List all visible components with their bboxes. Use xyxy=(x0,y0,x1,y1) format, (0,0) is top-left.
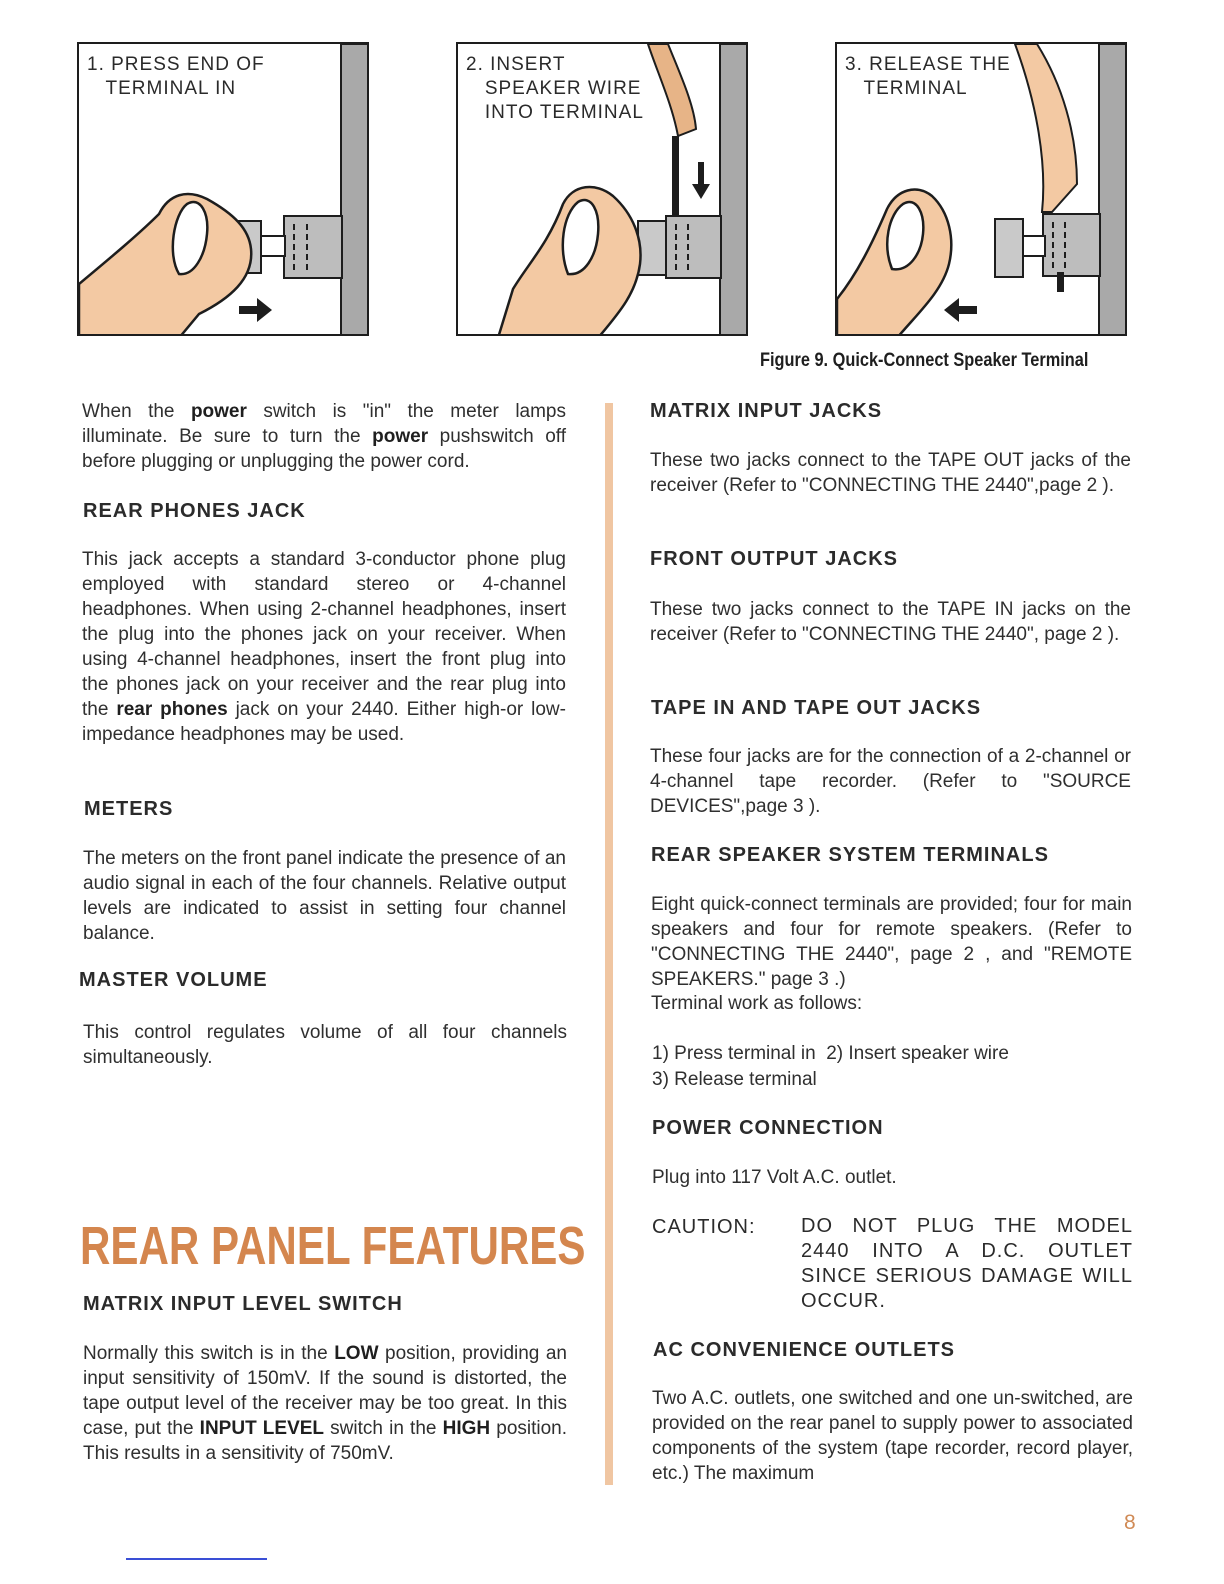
tape-jacks-paragraph: These four jacks are for the connection of a 2-channel or 4-channel tape recorder. (Refer to "SOURCE DEVICES",page 3 ). xyxy=(650,746,1131,817)
power-switch-paragraph: When the power switch is "in" the meter lamps illuminate. Be sure to turn the power pushswitch off before plugging or unplugging the power cord. xyxy=(82,401,566,472)
arrow-right-icon xyxy=(239,298,272,322)
page-number: 8 xyxy=(1124,1511,1136,1534)
matrix-input-paragraph: These two jacks connect to the TAPE OUT jacks of the receiver (Refer to "CONNECTING THE 2440",page 2 ). xyxy=(650,450,1131,496)
panel-3-caption: 3. RELEASE THE TERMINAL xyxy=(845,54,1011,99)
figure-panel-2 xyxy=(456,42,748,336)
panel-1-caption: 1. PRESS END OF TERMINAL IN xyxy=(87,54,265,99)
figure-caption: Figure 9. Quick-Connect Speaker Terminal xyxy=(760,350,1089,371)
caution-text: DO NOT PLUG THE MODEL 2440 INTO A D.C. OUTLET SINCE SERIOUS DAMAGE WILL OCCUR. xyxy=(801,1215,1133,1312)
ac-outlets-paragraph: Two A.C. outlets, one switched and one un-switched, are provided on the rear panel to supply power to associated components of the system (tape recorder, record player, etc.) The maximum xyxy=(652,1388,1133,1484)
ac-outlets-heading: AC CONVENIENCE OUTLETS xyxy=(653,1339,956,1361)
panel-2-caption: 2. INSERT SPEAKER WIRE INTO TERMINAL xyxy=(466,54,644,123)
master-volume-paragraph: This control regulates volume of all four channels simultaneously. xyxy=(83,1022,567,1068)
matrix-input-heading: MATRIX INPUT JACKS xyxy=(650,400,883,422)
arrow-down-icon xyxy=(692,162,710,199)
figure-panel-1 xyxy=(77,42,369,336)
master-volume-heading: MASTER VOLUME xyxy=(79,969,268,991)
matrix-level-heading: MATRIX INPUT LEVEL SWITCH xyxy=(83,1293,403,1315)
figure-panel-3 xyxy=(835,42,1127,336)
rear-phones-paragraph: This jack accepts a standard 3-conductor phone plug employed with standard stereo or 4-channel headphones. When using 2-channel headphones, insert the plug into the phones jack on your receiver. When using 4-channel headphones, insert the front plug into the phones jack on your receiver and the rear plug into the rear phones jack on your 2440. Either high-or low-impedance headphones may be used. xyxy=(82,549,566,745)
front-output-paragraph: These two jacks connect to the TAPE IN jacks on the receiver (Refer to "CONNECTING THE 2440", page 2 ). xyxy=(650,599,1131,645)
terminal-work-text: Terminal work as follows: xyxy=(651,993,863,1014)
arrow-left-icon xyxy=(944,298,977,322)
matrix-level-paragraph: Normally this switch is in the LOW position, providing an input sensitivity of 150mV. If the sound is distorted, the tape output level of the receiver may be too great. In this case, put the INPUT LEVEL switch in the HIGH position. This results in a sensitivity of 750mV. xyxy=(83,1343,568,1464)
column-divider xyxy=(605,403,613,1485)
caution-label: CAUTION: xyxy=(652,1216,756,1238)
meters-paragraph: The meters on the front panel indicate the presence of an audio signal in each of the four channels. Relative output levels are indicated to assist in setting four channel balance. xyxy=(83,848,566,944)
rear-speaker-paragraph: Eight quick-connect terminals are provided; four for main speakers and four for remote speakers. (Refer to "CONNECTING THE 2440", page 2 , and "REMOTE SPEAKERS." page 3 .) xyxy=(651,894,1132,990)
terminal-steps-line-1: 1) Press terminal in 2) Insert speaker wire xyxy=(652,1043,1009,1064)
meters-heading: METERS xyxy=(84,798,174,820)
terminal-steps-line-2: 3) Release terminal xyxy=(652,1069,817,1090)
rear-speaker-heading: REAR SPEAKER SYSTEM TERMINALS xyxy=(651,844,1049,866)
front-output-heading: FRONT OUTPUT JACKS xyxy=(650,548,898,570)
footer-line xyxy=(126,1558,267,1560)
power-connection-paragraph: Plug into 117 Volt A.C. outlet. xyxy=(652,1167,897,1188)
section-title: REAR PANEL FEATURES xyxy=(80,1216,586,1276)
rear-phones-heading: REAR PHONES JACK xyxy=(83,500,306,522)
tape-jacks-heading: TAPE IN AND TAPE OUT JACKS xyxy=(651,697,982,719)
power-connection-heading: POWER CONNECTION xyxy=(652,1117,884,1139)
